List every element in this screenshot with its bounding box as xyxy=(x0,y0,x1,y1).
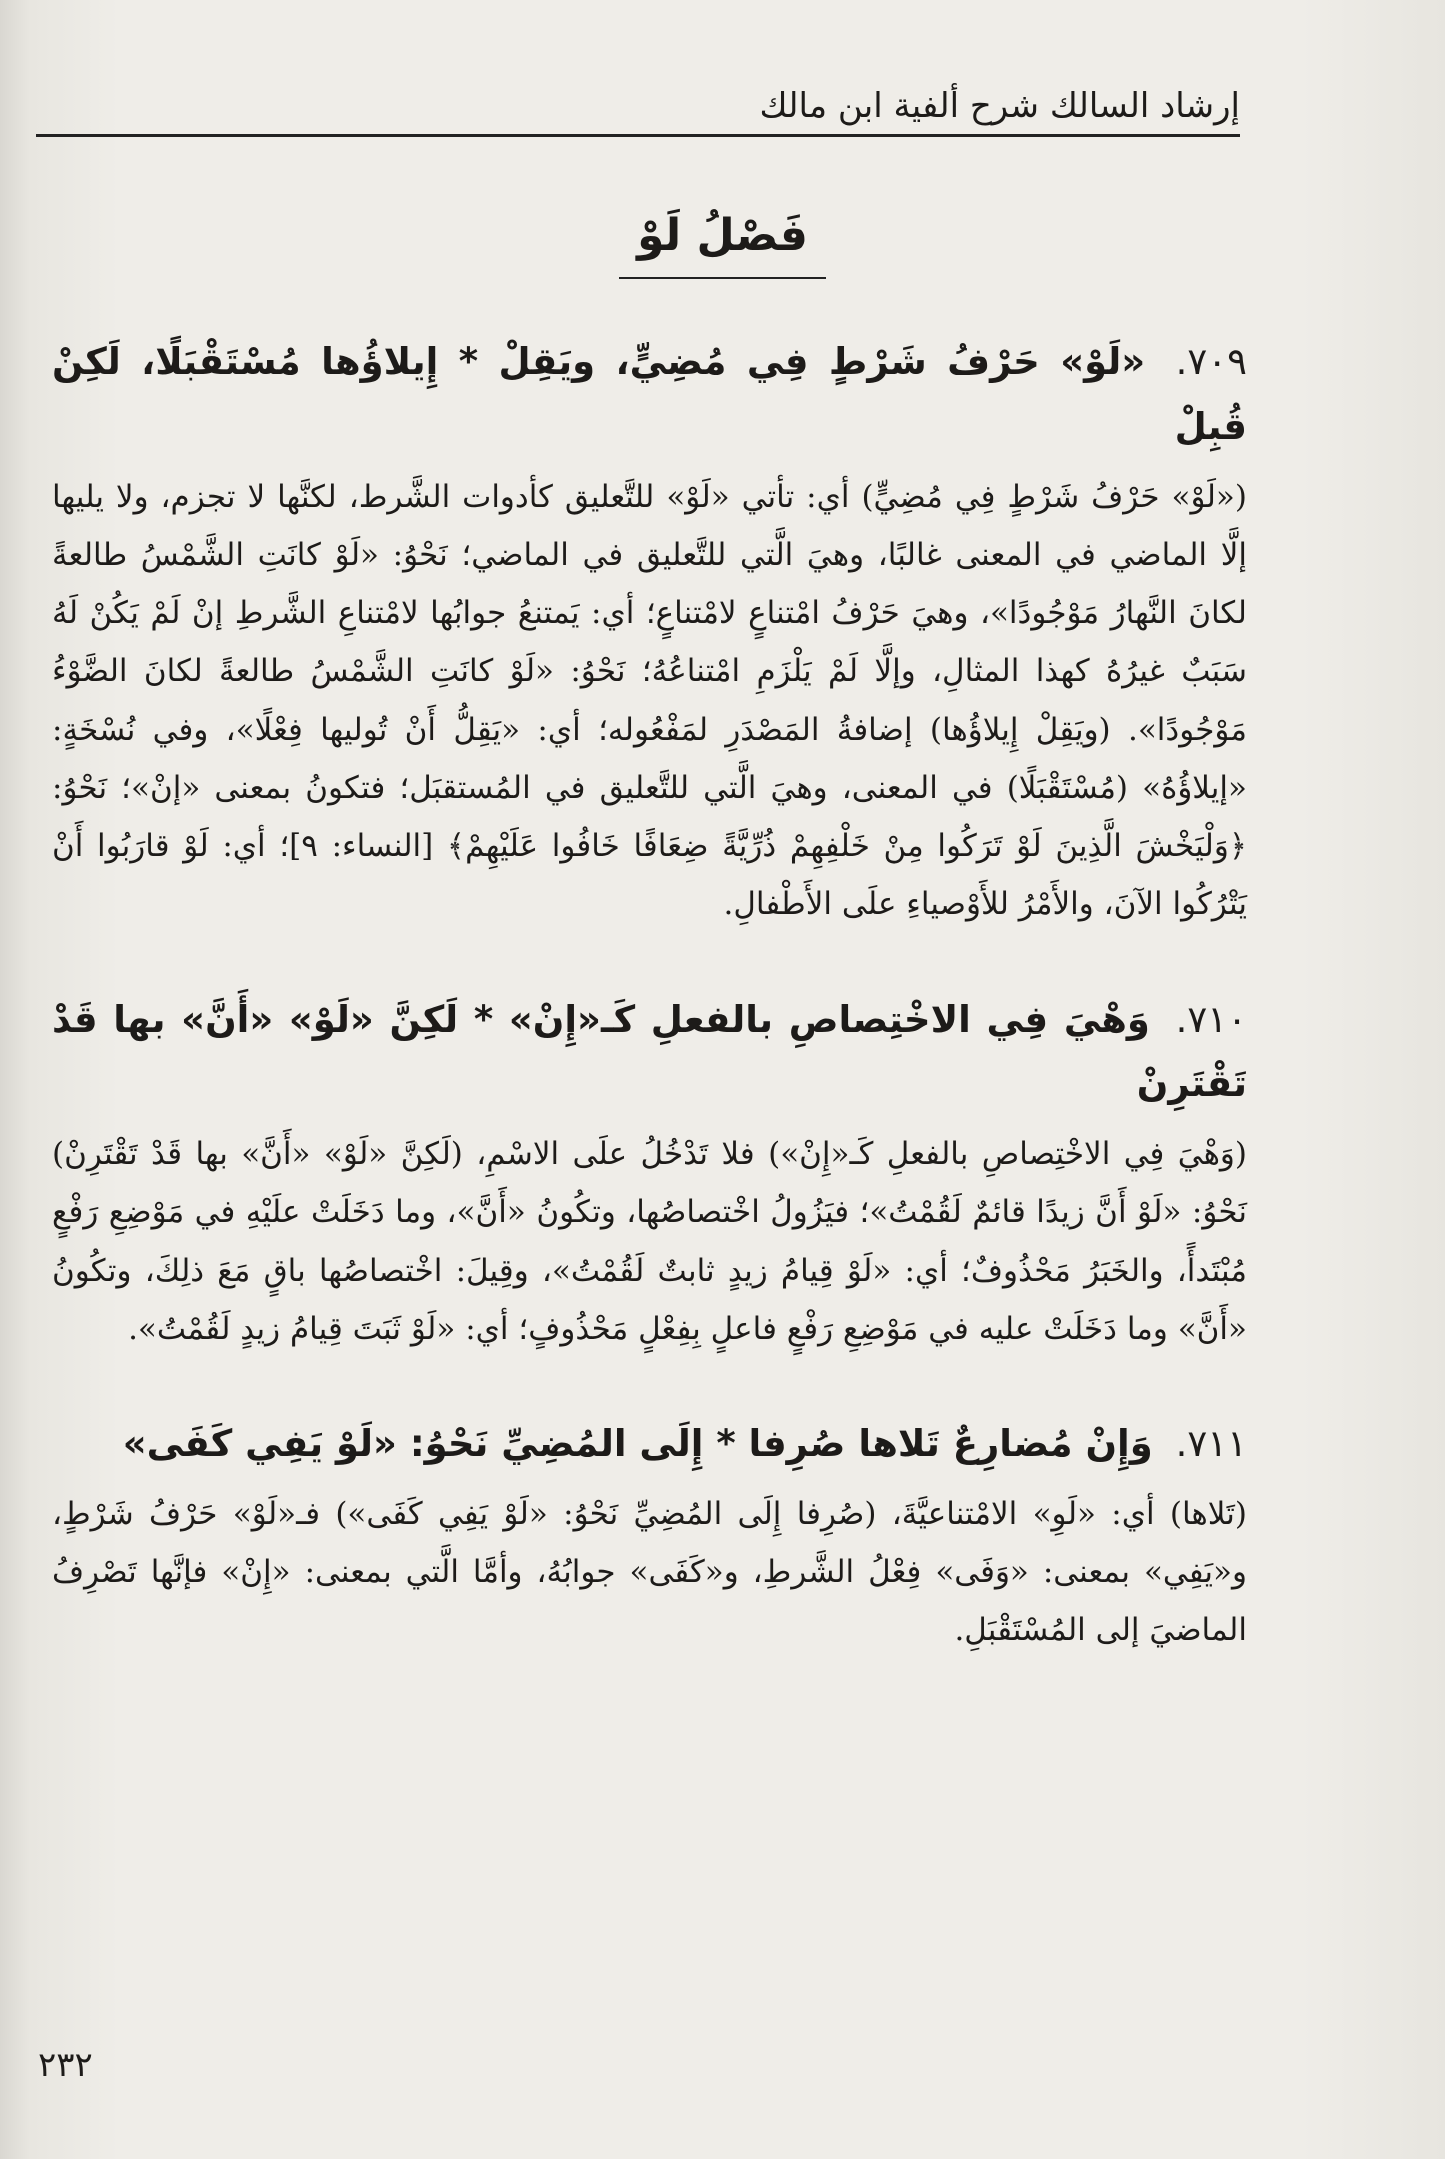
verse-text: وَإِنْ مُضارِعٌ تَلاها صُرِفا * إِلَى المُضِيِّ نَحْوُ: «لَوْ يَفِي كَفَى» xyxy=(122,1422,1153,1466)
commentary-709: («لَوْ» حَرْفُ شَرْطٍ فِي مُضِيٍّ) أي: تأتي «لَوْ» للتَّعليق كأدوات الشَّرط، لكنَّها لا تجزم، ولا يليها إلَّا الماضي في المعنى غالبًا، وهيَ الَّتي للتَّعليق في الماضي؛ نَحْوُ: «لَوْ كانَتِ الشَّمْسُ طالعةً لكانَ النَّهارُ مَوْجُودًا»، وهيَ حَرْفُ امْتناعٍ لامْتناعٍ؛ أي: يَمتنعُ جوابُها لامْتناعِ الشَّرطِ إنْ لَمْ يَكُنْ لَهُ سَبَبٌ غيرُهُ كهذا المثالِ، وإلَّا لَمْ يَلْزَمِ امْتناعُهُ؛ نَحْوُ: «لَوْ كانَتِ الشَّمْسُ طالعةً لكانَ الضَّوْءُ مَوْجُودًا». (ويَقِلْ إِيلاؤُها) إضافةُ المَصْدَرِ لمَفْعُوله؛ أي: «يَقِلُّ أَنْ تُوليها فِعْلًا»، وفي نُسْخَةٍ: «إيلاؤُهُ» (مُسْتَقْبَلًا) في المعنى، وهيَ الَّتي للتَّعليق في المُستقبَل؛ فتكونُ بمعنى «إنْ»؛ نَحْوُ: ﴿وَلْيَخْشَ الَّذِينَ لَوْ تَرَكُوا مِنْ خَلْفِهِمْ ذُرِّيَّةً ضِعَافًا خَافُوا عَلَيْهِمْ﴾ [النساء: ٩]؛ أي: لَوْ قارَبُوا أَنْ يَتْرُكُوا الآنَ، والأَمْرُ للأَوْصياءِ علَى الأَطْفالِ. xyxy=(52,478,1248,923)
section-title-wrap xyxy=(0,210,1445,279)
main-content xyxy=(52,330,1247,1660)
page-number: ٢٣٢ xyxy=(38,2045,93,2085)
verse-number: ٧٠٩. xyxy=(1175,340,1247,383)
verse-number: ٧١٠. xyxy=(1175,997,1247,1041)
section-title: فَصْلُ لَوْ xyxy=(619,210,826,279)
verse-text: «لَوْ» حَرْفُ شَرْطٍ فِي مُضِيٍّ، ويَقِلْ * إِيلاؤُها مُسْتَقْبَلًا، لَكِنْ قُبِلْ xyxy=(52,340,1247,448)
verse-number: ٧١١. xyxy=(1175,1422,1247,1466)
commentary-711: (تَلاها) أي: «لَوِ» الامْتناعيَّةَ، (صُرِفا إِلَى المُضِيِّ نَحْوُ: «لَوْ يَفِي كَفَى») فـ«لَوْ» حَرْفُ شَرْطٍ، و«يَفِي» بمعنى: «وَفَى» فِعْلُ الشَّرطِ، و«كَفَى» جوابُهُ، وأمَّا الَّتي بمعنى: «إِنْ» فإنَّها تَصْرِفُ الماضيَ إلى المُسْتَقْبَلِ. xyxy=(52,1495,1247,1649)
running-head: إرشاد السالك شرح ألفية ابن مالك xyxy=(759,86,1240,126)
verse-709 xyxy=(52,330,1247,460)
verse-710 xyxy=(52,988,1247,1118)
commentary-710: (وَهْيَ فِي الاخْتِصاصِ بالفعلِ كَـ«إِنْ») فلا تَدْخُلُ علَى الاسْمِ، (لَكِنَّ «لَوْ» «أَنَّ» بها قَدْ تَقْتَرِنْ) نَحْوُ: «لَوْ أَنَّ زيدًا قائمٌ لَقُمْتُ»؛ فيَزُولُ اخْتصاصُها، وتكُونُ «أَنَّ»، وما دَخَلَتْ علَيْهِ في مَوْضِعِ رَفْعٍ مُبْتَدأً، والخَبَرُ مَحْذُوفٌ؛ أي: «لَوْ قِيامُ زيدٍ ثابتٌ لَقُمْتُ»، وقِيلَ: اخْتصاصُها باقٍ مَعَ ذلِكَ، وتكُونُ «أَنَّ» وما دَخَلَتْ عليه في مَوْضِعِ رَفْعٍ فاعلٍ بِفِعْلٍ مَحْذُوفٍ؛ أي: «لَوْ ثَبَتَ قِيامُ زيدٍ لَقُمْتُ». xyxy=(52,1136,1247,1347)
page-header xyxy=(36,82,1240,137)
verse-711 xyxy=(52,1412,1247,1477)
verse-text: وَهْيَ فِي الاخْتِصاصِ بالفعلِ كَـ«إِنْ» * لَكِنَّ «لَوْ» «أَنَّ» بها قَدْ تَقْتَرِنْ xyxy=(52,997,1247,1106)
